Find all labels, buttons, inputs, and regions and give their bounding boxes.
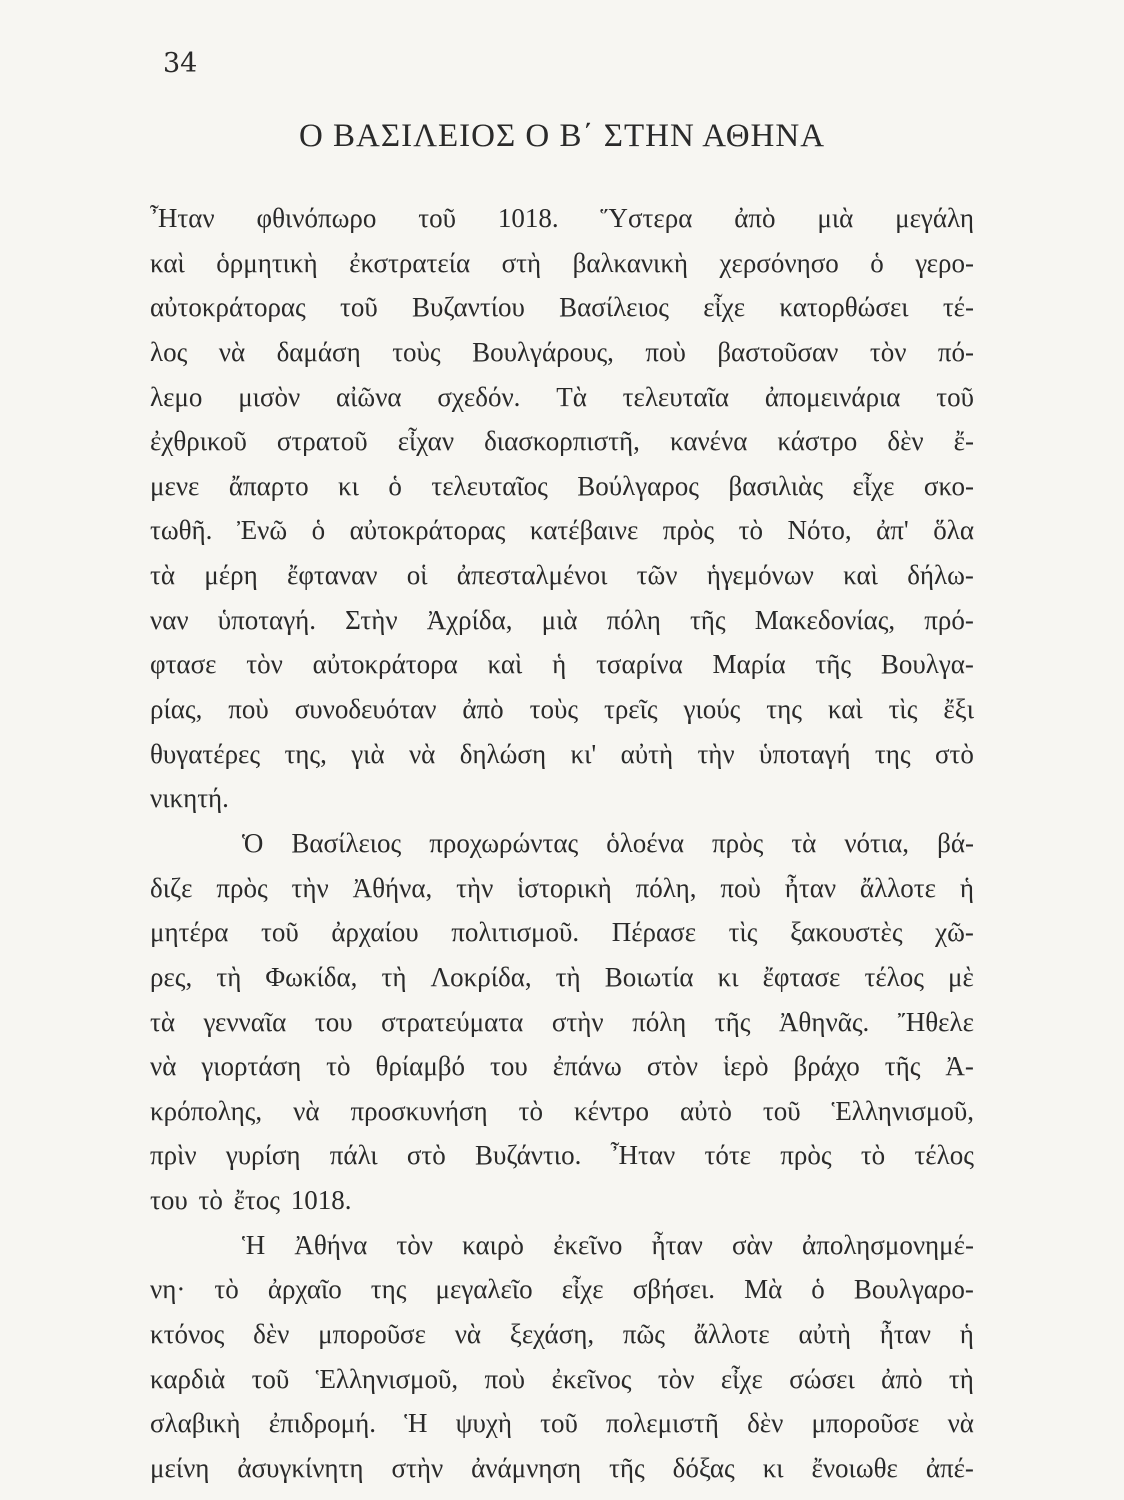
word: πόλη — [632, 1006, 687, 1037]
word: ὁ — [388, 470, 402, 501]
text-line — [150, 1267, 974, 1312]
word: μποροῦσε — [318, 1319, 426, 1350]
word: νη· — [150, 1274, 186, 1305]
word: ἀπὸ — [734, 203, 776, 233]
word: τοῦ — [251, 1363, 290, 1394]
word: Λοκρίδα, — [430, 961, 532, 992]
word: βράχο — [793, 1051, 860, 1082]
word: ἔφταναν — [286, 560, 378, 591]
word: ἦταν — [879, 1319, 932, 1350]
word: πρὸς — [216, 872, 268, 903]
word: ψυχὴ — [455, 1408, 512, 1439]
word: νὰ — [150, 1051, 177, 1082]
word: δηλώση — [459, 738, 547, 769]
word: γιορτάση — [201, 1051, 302, 1082]
word: ἀπεσταλμένοι — [456, 560, 608, 591]
word: λος — [150, 336, 188, 367]
word: ἐκεῖνο — [553, 1229, 623, 1260]
word: ἔνοιωθε — [811, 1452, 898, 1483]
word: χῶ- — [935, 917, 974, 948]
word: ποὺ — [484, 1363, 526, 1394]
word: Φωκίδα, — [265, 961, 358, 992]
text-line — [150, 1357, 974, 1402]
word: γερο- — [915, 247, 974, 278]
word: μητέρα — [150, 917, 229, 948]
word: Βουλγάρους, — [472, 336, 614, 367]
word: Ἡ — [242, 1229, 266, 1260]
word: ἀρχαῖο — [267, 1274, 342, 1305]
word: τῆς — [609, 1452, 645, 1483]
text-line — [150, 1000, 974, 1045]
word: τοῦ — [418, 203, 456, 233]
word: τελευταῖος — [431, 470, 548, 501]
word: μιὰ — [541, 604, 578, 635]
word: τέλος — [864, 961, 924, 992]
word: Ἀχρίδα, — [426, 604, 513, 635]
word: πόλη — [606, 604, 661, 635]
word: διασκορπιστῆ, — [484, 426, 640, 457]
word: Μακεδονίας, — [754, 604, 896, 635]
page-number: 34 — [163, 48, 198, 79]
word: της, — [284, 738, 327, 769]
word: ἄπαρτο — [228, 470, 309, 501]
text-line — [150, 464, 974, 509]
word: πρό- — [924, 604, 974, 635]
word: ἐκεῖνος — [551, 1363, 632, 1394]
word: κρόπολης, — [150, 1095, 263, 1126]
word: κατέβαινε — [529, 515, 639, 546]
text-line — [150, 955, 974, 1000]
word: ρίας, — [150, 694, 203, 725]
text-line — [150, 821, 974, 866]
word: τὴ — [381, 961, 407, 992]
word: μιὰ — [817, 203, 854, 233]
word: νὰ — [218, 336, 246, 367]
word: ἱερὸ — [722, 1051, 769, 1082]
word: τὸν — [869, 336, 907, 367]
word: ἀπὸ — [881, 1363, 923, 1394]
word: ἄλλοτε — [693, 1319, 770, 1350]
word: ὁλοένα — [606, 827, 684, 858]
word: του — [314, 1006, 353, 1037]
word: τὸν — [246, 649, 283, 680]
word: κι — [762, 1452, 784, 1483]
word: ἀπὸ — [462, 694, 504, 725]
text-line — [150, 1089, 974, 1134]
word: διζε — [150, 872, 193, 903]
word: ἔξι — [943, 694, 974, 725]
word: Ἀθήνα, — [352, 872, 433, 903]
word: τὶς — [728, 917, 758, 948]
word: τῆς — [714, 1006, 751, 1037]
word: ἀνάμνηση — [471, 1452, 582, 1483]
word: τωθῆ. — [150, 515, 213, 546]
text-line — [150, 1223, 974, 1268]
word: ἀπομεινάρια — [764, 381, 901, 412]
word: στὸ — [406, 1140, 446, 1171]
word: κέντρο — [574, 1095, 649, 1126]
word: Βασίλειος — [559, 292, 669, 323]
word: οἱ — [406, 560, 428, 591]
word: ὁ — [870, 247, 884, 278]
word: στὸν — [646, 1051, 698, 1082]
word: τῆς — [689, 604, 726, 635]
word: δὲν — [253, 1319, 290, 1350]
word: ἦταν — [651, 1229, 703, 1260]
word: τῆς — [815, 649, 852, 680]
word: εἶχαν — [397, 426, 455, 457]
word: τὸ — [738, 515, 763, 546]
word: Νότο, — [787, 515, 852, 546]
word: κάστρο — [777, 426, 858, 457]
text-line — [150, 687, 974, 732]
word: ἱστορικὴ — [517, 872, 612, 903]
word: δήλω- — [907, 560, 974, 591]
word: πρὸς — [662, 515, 715, 546]
word: στὴν — [391, 1452, 444, 1483]
text-line — [150, 196, 974, 241]
word: Βοιωτία — [604, 961, 694, 992]
word: φτασε — [150, 649, 217, 680]
word: τοὺς — [529, 694, 579, 725]
word: τὴ — [948, 1363, 974, 1394]
word: καρδιὰ — [150, 1363, 226, 1394]
word: ὁ — [811, 1274, 825, 1305]
word: στὴν — [551, 1006, 604, 1037]
word: τὶς — [888, 694, 918, 725]
word: καὶ — [827, 694, 863, 725]
word: αὐτοκράτορας — [150, 292, 306, 323]
word: ἐπιδρομή. — [268, 1408, 376, 1439]
word: ἦταν — [784, 872, 837, 903]
word: Ἐνῶ — [236, 515, 288, 546]
word: Ἀθήνα — [294, 1229, 368, 1260]
word: Στὴν — [345, 604, 398, 635]
word: σώσει — [789, 1363, 855, 1394]
word: τοὺς — [392, 336, 441, 367]
word: σκο- — [923, 470, 974, 501]
word: ποὺ — [228, 694, 269, 725]
word: σβήσει. — [632, 1274, 716, 1305]
word: τέ- — [942, 292, 974, 323]
word: τέλος — [914, 1140, 974, 1171]
word: Πέρασε — [611, 917, 697, 948]
word: τὴν — [697, 738, 735, 769]
word: μείνη — [150, 1452, 210, 1483]
word: τελευταῖα — [622, 381, 730, 412]
word: τὸν — [657, 1363, 695, 1394]
word: νότια, — [844, 827, 910, 858]
word: ὑποταγή — [759, 738, 851, 769]
word: νὰ — [408, 738, 436, 769]
word: σλαβικὴ — [150, 1408, 241, 1439]
word: πό- — [937, 336, 974, 367]
word: δαμάση — [276, 336, 361, 367]
word: ἡ — [959, 1319, 974, 1350]
word: μεγαλεῖο — [435, 1274, 533, 1305]
word: Ἀ- — [945, 1051, 974, 1082]
text-line — [150, 285, 974, 330]
word: καὶ — [843, 560, 878, 591]
word: ὁρμητικὴ — [216, 247, 318, 278]
word: πολεμιστῆ — [606, 1408, 719, 1439]
word: καὶ — [487, 649, 523, 680]
text-line — [150, 1133, 974, 1178]
body-text — [150, 196, 974, 1491]
word: τοῦ — [936, 381, 974, 412]
word: ναν — [150, 604, 189, 635]
word: φθινόπωρο — [256, 203, 377, 233]
word: Ἦταν — [610, 1140, 676, 1171]
word: ξεχάση, — [509, 1319, 595, 1350]
text-line — [150, 419, 974, 464]
word: γιούς — [683, 694, 741, 725]
word: γενναῖα — [203, 1006, 287, 1037]
text-line — [150, 598, 974, 643]
word: μενε — [150, 470, 200, 501]
word: Ἦταν — [150, 203, 215, 233]
word: Μαρία — [712, 649, 786, 680]
word: πρὶν — [150, 1140, 197, 1171]
word: κι' — [570, 738, 597, 769]
word: Ἑλληνισμοῦ, — [315, 1363, 459, 1394]
word: τὸ — [518, 1095, 543, 1126]
word: τοῦ — [762, 1095, 801, 1126]
word: εἶχε — [561, 1274, 604, 1305]
word: ἐπάνω — [552, 1051, 622, 1082]
word: ὁ — [311, 515, 326, 546]
word: σχεδόν. — [437, 381, 521, 412]
word: ἀπολησμονημέ- — [802, 1229, 974, 1260]
word: δὲν — [887, 426, 924, 457]
word: τὴ — [555, 961, 581, 992]
word: Βούλγαρος — [577, 470, 699, 501]
word: βασιλιὰς — [728, 470, 824, 501]
word: τοῦ — [261, 917, 299, 948]
word: βαλκανικὴ — [572, 247, 689, 278]
word: πόλη, — [635, 872, 697, 903]
word: ἄλλοτε — [859, 872, 936, 903]
word: τότε — [704, 1140, 752, 1171]
word: κι — [717, 961, 739, 992]
word: βά- — [937, 827, 974, 858]
word: καιρὸ — [462, 1229, 524, 1260]
word: τὰ — [791, 827, 817, 858]
word: τὸ — [860, 1140, 886, 1171]
word: τὰ — [150, 560, 175, 591]
word: ρες, — [150, 961, 193, 992]
word: Τὰ — [556, 381, 587, 412]
word: αἰῶνα — [336, 381, 402, 412]
word: τὸ — [214, 1274, 239, 1305]
text-line — [150, 910, 974, 955]
word: ξακουστὲς — [790, 917, 903, 948]
text-line — [150, 1312, 974, 1357]
word: εἶχε — [703, 292, 746, 323]
word: πάλι — [329, 1140, 378, 1171]
word: ἀσυγκίνητη — [237, 1452, 364, 1483]
word: Βασίλειος — [291, 827, 402, 858]
word: προσκυνήση — [350, 1095, 488, 1126]
word: ἀπέ- — [925, 1452, 974, 1483]
word: τοῦ — [540, 1408, 578, 1439]
word: πρὸς — [780, 1140, 832, 1171]
word: ἀρχαίου — [331, 917, 419, 948]
word: ὑποταγή. — [217, 604, 316, 635]
word: μεγάλη — [895, 203, 974, 233]
word: ἡ — [959, 872, 974, 903]
word: θυγατέρες — [150, 738, 261, 769]
word: κτόνος — [150, 1319, 225, 1350]
word: Βυζάντιο. — [475, 1140, 582, 1171]
text-line — [150, 330, 974, 375]
chapter-title: Ο ΒΑΣΙΛΕΙΟΣ Ο Β΄ ΣΤΗΝ ΑΘΗΝΑ — [298, 118, 826, 154]
word: Ὕστερα — [600, 203, 693, 233]
word: τὴν — [456, 872, 494, 903]
text-line — [150, 375, 974, 420]
word: Ὁ — [242, 827, 264, 858]
word: της — [766, 694, 802, 725]
word: δὲν — [747, 1408, 784, 1439]
word: συνοδευόταν — [294, 694, 437, 725]
word: ποὺ — [645, 336, 686, 367]
word: δόξας — [672, 1452, 735, 1483]
text-line — [150, 1401, 974, 1446]
text-line — [150, 508, 974, 553]
word: νὰ — [947, 1408, 974, 1439]
text-line — [150, 1044, 974, 1089]
word: Βουλγα- — [880, 649, 974, 680]
word: μποροῦσε — [811, 1408, 920, 1439]
word: στὸ — [934, 738, 974, 769]
word: πῶς — [622, 1319, 665, 1350]
word: αὐτὴ — [620, 738, 674, 769]
word: στρατεύματα — [381, 1006, 524, 1037]
text-line — [150, 553, 974, 598]
word: πολιτισμοῦ. — [451, 917, 580, 948]
word: αὐτὴ — [798, 1319, 851, 1350]
word: νὰ — [293, 1095, 320, 1126]
text-line: του τὸ ἔτος 1018. — [150, 1185, 352, 1216]
word: βαστοῦσαν — [717, 336, 839, 367]
text-line — [150, 1446, 974, 1491]
word: τσαρίνα — [596, 649, 683, 680]
word: τρεῖς — [603, 694, 658, 725]
word: θρίαμβό — [375, 1051, 466, 1082]
word: ἡ — [552, 649, 567, 680]
word: ποὺ — [720, 872, 761, 903]
word: Ἤθελε — [897, 1006, 974, 1037]
text-line — [150, 642, 974, 687]
word: Ἀθηνᾶς. — [778, 1006, 870, 1037]
text-line — [150, 732, 974, 777]
word: Ἑλληνισμοῦ, — [831, 1095, 974, 1126]
text-line: νικητή. — [150, 783, 229, 814]
word: ἡγεμόνων — [706, 560, 814, 591]
word: τοῦ — [340, 292, 378, 323]
word: προχωρώντας — [429, 827, 579, 858]
word: κι — [338, 470, 359, 501]
word: λεμο — [150, 381, 203, 412]
word: τὴ — [216, 961, 242, 992]
word: χερσόνησο — [719, 247, 839, 278]
word: ἔφτασε — [762, 961, 841, 992]
word: αὐτὸ — [679, 1095, 732, 1126]
text-line — [150, 866, 974, 911]
word: τῆς — [884, 1051, 921, 1082]
word: γυρίση — [225, 1140, 301, 1171]
word: της — [874, 738, 911, 769]
word: εἶχε — [720, 1363, 763, 1394]
word: ἀπ' — [876, 515, 909, 546]
word: Ἡ — [404, 1408, 428, 1439]
word: τὴν — [291, 872, 329, 903]
word: πρὸς — [712, 827, 764, 858]
word: γιὰ — [351, 738, 385, 769]
word: νὰ — [454, 1319, 482, 1350]
word: τὸν — [396, 1229, 433, 1260]
word: τὰ — [150, 1006, 175, 1037]
word: στὴ — [501, 247, 542, 278]
word: κατορθώσει — [779, 292, 909, 323]
word: Βυζαντίου — [411, 292, 525, 323]
word: Μὰ — [744, 1274, 783, 1305]
word: αὐτοκράτορας — [349, 515, 506, 546]
word: μὲ — [948, 961, 974, 992]
word: ὅλα — [933, 515, 974, 546]
word: τὸ — [326, 1051, 351, 1082]
word: μισὸν — [238, 381, 301, 412]
text-line — [150, 241, 974, 286]
word: εἶχε — [852, 470, 895, 501]
word: ἔ- — [953, 426, 974, 457]
word: καὶ — [150, 247, 185, 278]
word: 1018. — [497, 203, 559, 233]
word: της — [370, 1274, 407, 1305]
word: Βουλγαρο- — [853, 1274, 974, 1305]
word: ἐχθρικοῦ — [150, 426, 247, 457]
word: στρατοῦ — [276, 426, 368, 457]
word: κανένα — [669, 426, 748, 457]
word: ἐκστρατεία — [349, 247, 471, 278]
word: του — [490, 1051, 528, 1082]
word: τῶν — [636, 560, 678, 591]
word: μέρη — [204, 560, 258, 591]
word: σὰν — [731, 1229, 773, 1260]
word: αὐτοκράτορα — [312, 649, 458, 680]
